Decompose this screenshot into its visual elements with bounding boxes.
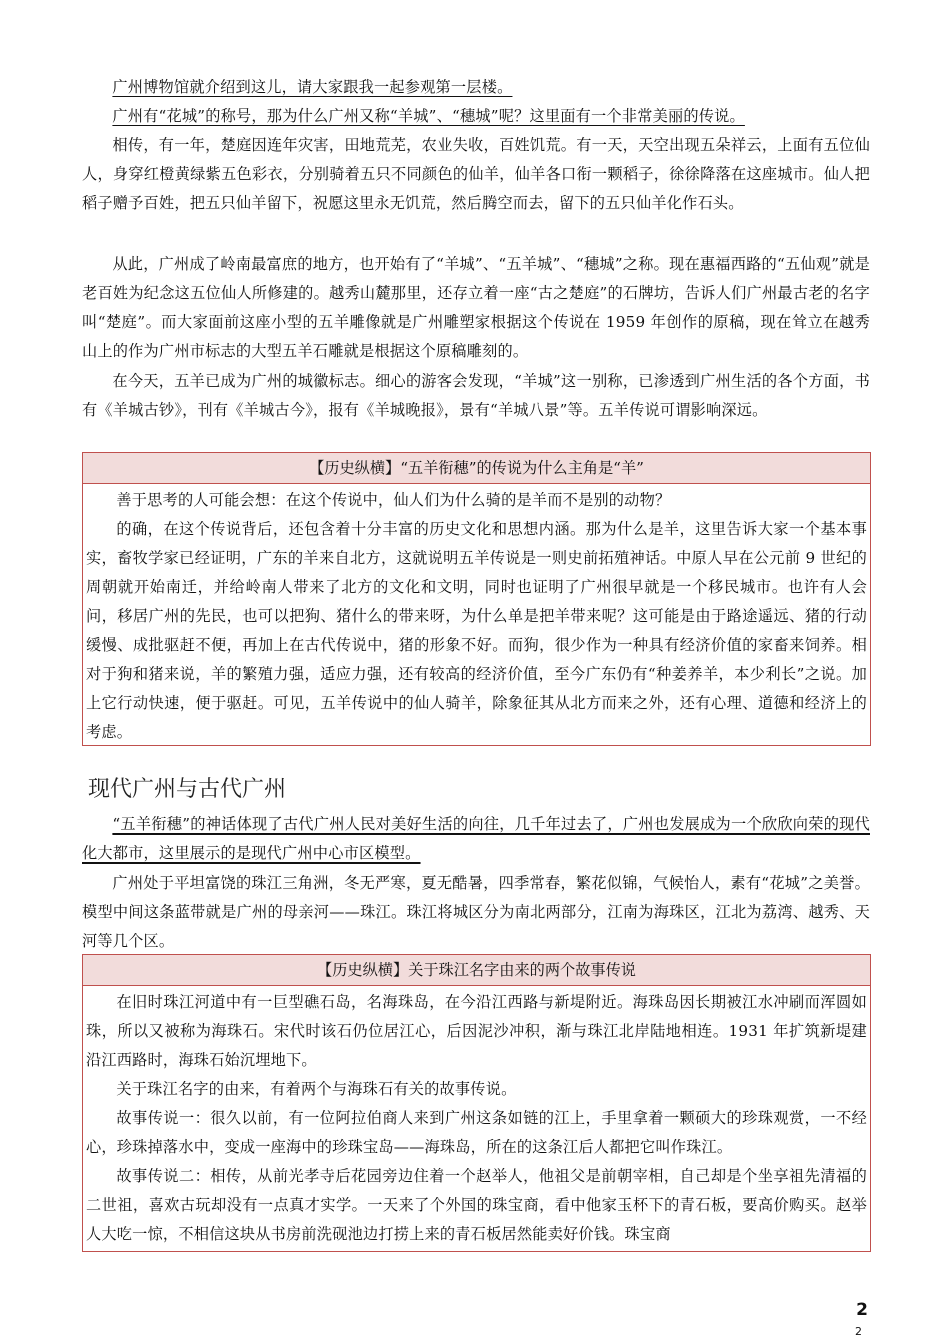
history-box-2-paragraph-1: 在旧时珠江河道中有一巨型礁石岛，名海珠岛，在今沿江西路与新堤附近。海珠岛因长期被江水冲刷而浑圆如珠，所以又被称为海珠石。宋代时该石仍位居江心，后因泥沙冲积，渐与珠江北岸陆地相连。1931 年扩筑新堤建沿江西路时，海珠石始沉埋地下。: [86, 993, 867, 1069]
page-number: 2: [856, 1300, 868, 1320]
history-box-2-paragraph-2: 关于珠江名字的由来，有着两个与海珠石有关的故事传说。: [116, 1080, 517, 1098]
history-box-2: [82, 954, 871, 1252]
history-box-1-body: [83, 484, 870, 747]
intro-paragraph-1: 相传，有一年，楚庭因连年灾害，田地荒芜，农业失收，百姓饥荒。有一天，天空出现五朵祥云，上面有五位仙人，身穿红橙黄绿紫五色彩衣，分别骑着五只不同颜色的仙羊，仙羊各口衔一颗稻子，徐徐降落在这座城市。仙人把稻子赠予百姓，把五只仙羊留下，祝愿这里永无饥荒，然后腾空而去，留下的五只仙羊化作石头。: [82, 136, 870, 212]
history-box-2-body: [83, 986, 870, 1249]
section-paragraph-1: 广州处于平坦富饶的珠江三角洲，冬无严寒，夏无酷暑，四季常春，繁花似锦，气候怡人，素有“花城”之美誉。模型中间这条蓝带就是广州的母亲河——珠江。珠江将城区分为南北两部分，江南为海珠区，江北为荔湾、越秀、天河等几个区。: [82, 874, 870, 950]
intro-line-1: 广州博物馆就介绍到这儿，请大家跟我一起参观第一层楼。: [112, 78, 513, 96]
page-number-small: 2: [855, 1325, 862, 1338]
history-box-1-paragraph-2: 的确，在这个传说背后，还包含着十分丰富的历史文化和思想内涵。那为什么是羊，这里告诉大家一个基本事实，畜牧学家已经证明，广东的羊来自北方，这就说明五羊传说是一则史前拓殖神话。中原人早在公元前 9 世纪的周朝就开始南迁，并给岭南人带来了北方的文化和文明，同时也证明了广州很早就是一个移民城市。也许有人会问，移居广州的先民，也可以把狗、猪什么的带来呀，为什么单是把羊带来呢？这可能是由于路途遥远、猪的行动缓慢、成批驱赶不便，再加上在古代传说中，猪的形象不好。而狗，很少作为一种具有经济价值的家畜来饲养。相对于狗和猪来说，羊的繁殖力强，适应力强，还有较高的经济价值，至今广东仍有“种姜养羊，本少利长”之说。加上它行动快速，便于驱赶。可见，五羊传说中的仙人骑羊，除象征其从北方而来之外，还有心理、道德和经济上的考虑。: [86, 520, 867, 741]
section-heading: 现代广州与古代广州: [88, 777, 287, 802]
section-lead: “五羊衔穗”的神话体现了古代广州人民对美好生活的向往，几千年过去了，广州也发展成为一个欣欣向荣的现代化大都市，这里展示的是现代广州中心市区模型。: [82, 815, 870, 862]
intro-paragraph-2: 从此，广州成了岭南最富庶的地方，也开始有了“羊城”、“五羊城”、“穗城”之称。现在惠福西路的“五仙观”就是老百姓为纪念这五位仙人所修建的。越秀山麓那里，还存立着一座“古之楚庭”的石牌坊，告诉人们广州最古老的名字叫“楚庭”。而大家面前这座小型的五羊雕像就是广州雕塑家根据这个传说在 1959 年创作的原稿，现在耸立在越秀山上的作为广州市标志的大型五羊石雕就是根据这个原稿雕刻的。: [82, 255, 870, 360]
history-box-1-paragraph-1: 善于思考的人可能会想：在这个传说中，仙人们为什么骑的是羊而不是别的动物？: [116, 491, 671, 509]
history-box-2-paragraph-3: 故事传说一：很久以前，有一位阿拉伯商人来到广州这条如链的江上，手里拿着一颗硕大的珍珠观赏，一不经心，珍珠掉落水中，变成一座海中的珍珠宝岛——海珠岛，所在的这条江后人都把它叫作珠江。: [86, 1109, 867, 1156]
history-box-1: [82, 452, 871, 746]
intro-line-2: 广州有“花城”的称号，那为什么广州又称“羊城”、“穗城”呢？这里面有一个非常美丽的传说。: [112, 107, 745, 125]
history-box-2-title: 【历史纵横】关于珠江名字由来的两个故事传说: [83, 955, 870, 986]
intro-paragraph-3: 在今天，五羊已成为广州的城徽标志。细心的游客会发现，“羊城”这一别称，已渗透到广州生活的各个方面，书有《羊城古钞》，刊有《羊城古今》，报有《羊城晚报》，景有“羊城八景”等。五羊传说可谓影响深远。: [82, 372, 870, 419]
history-box-2-paragraph-4: 故事传说二：相传，从前光孝寺后花园旁边住着一个赵举人，他祖父是前朝宰相，自己却是个坐享祖先清福的二世祖，喜欢古玩却没有一点真才实学。一天来了个外国的珠宝商，看中他家玉杯下的青石板，要高价购买。赵举人大吃一惊，不相信这块从书房前洗砚池边打捞上来的青石板居然能卖好价钱。珠宝商: [86, 1167, 867, 1243]
history-box-1-title: 【历史纵横】“五羊衔穗”的传说为什么主角是“羊”: [83, 453, 870, 484]
